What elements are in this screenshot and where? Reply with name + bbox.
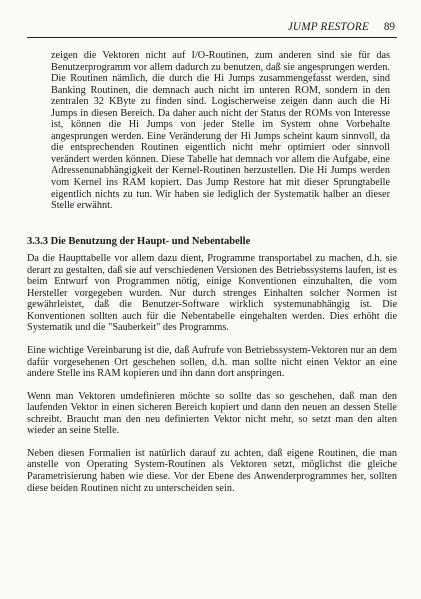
body-paragraph-1: Da die Haupttabelle vor allem dazu dient, Programme transportabel zu machen, d.h. sie derart zu gestalten, daß sie auf verschiedenen Versionen des Betriebssystems laufen, ist es beim Entwurf von Programmen nötig, einige Konventionen einzuhalten, die vom Hersteller vorgegeben wurden. Nur durch strenges Einhalten solcher Normen ist gewährleistet, daß die Benutzer-Software wirklich systemunabhängig ist. Die Konventionen sollten auch für die Nebentabelle eingehalten werden. Dies erhöht die Systematik und die "Sauberkeit" des Programms.	[27, 253, 397, 334]
body-paragraph-3: Wenn man Vektoren umdefinieren möchte so sollte das so geschehen, daß man den laufenden Vektor in einen sicheren Bereich kopiert und dann den neuen an dessen Stelle schreibt. Braucht man den neu definierten Vektor nicht mehr, so setzt man den alten wieder an seine Stelle.	[27, 390, 397, 437]
running-title: JUMP RESTORE	[287, 21, 369, 33]
page-content	[27, 50, 397, 505]
indented-paragraph: zeigen die Vektoren nicht auf I/O-Routinen, zum anderen sind sie für das Benutzerprogramm vor allem dadurch zu benutzen, daß sie angesprungen werden. Die Routinen nämlich, die durch die Hi Jumps zusammengefasst werden, sind Banking Routinen, die demnach auch nicht im unteren ROM, sondern in den zentralen 32 KByte zu finden sind. Logischerweise zeigen dann auch die Hi Jumps in diesen Bereich. Da daher auch nicht der Status der ROMs von Interesse ist, können die Hi Jumps von jeder Stelle im System ohne Vorbehalte angesprungen werden. Eine Veränderung der Hi Jumps scheint kaum sinnvoll, da die entsprechenden Routinen eigentlich nicht mehr optimiert oder sinnvoll verändert werden können. Diese Tabelle hat demnach vor allem die Aufgabe, eine Adressenunabhängigkeit der Kernel-Routinen herzustellen. Die Hi Jumps werden vom Kernel ins RAM kopiert. Das Jump Restore hat mit dieser Sprungtabelle eigentlich nichts zu tun. Wir haben sie lediglich der Systematik halber an dieser Stelle erwähnt.	[51, 50, 390, 212]
body-paragraph-4: Neben diesen Formalien ist natürlich darauf zu achten, daß eigene Routinen, die man anstelle von Operating System-Routinen als Vektoren setzt, möglichst die gleiche Parametrisierung haben wie diese. Vor der Ebene des Anwenderprogrammes her, sollten diese beiden Routinen nicht zu unterscheiden sein.	[27, 447, 397, 494]
section-heading: 3.3.3 Die Benutzung der Haupt- und Nebentabelle	[27, 235, 251, 247]
page-number: 89	[383, 21, 395, 33]
body-paragraph-2: Eine wichtige Vereinbarung ist die, daß Aufrufe von Betriebssystem-Vektoren nur an dem dafür vorgesehenen Ort geschehen sollen, d.h. man sollte nicht einen Vektor an eine andere Stelle ins RAM kopieren und ihn dann dort anspringen.	[27, 345, 397, 380]
running-header	[27, 20, 397, 38]
